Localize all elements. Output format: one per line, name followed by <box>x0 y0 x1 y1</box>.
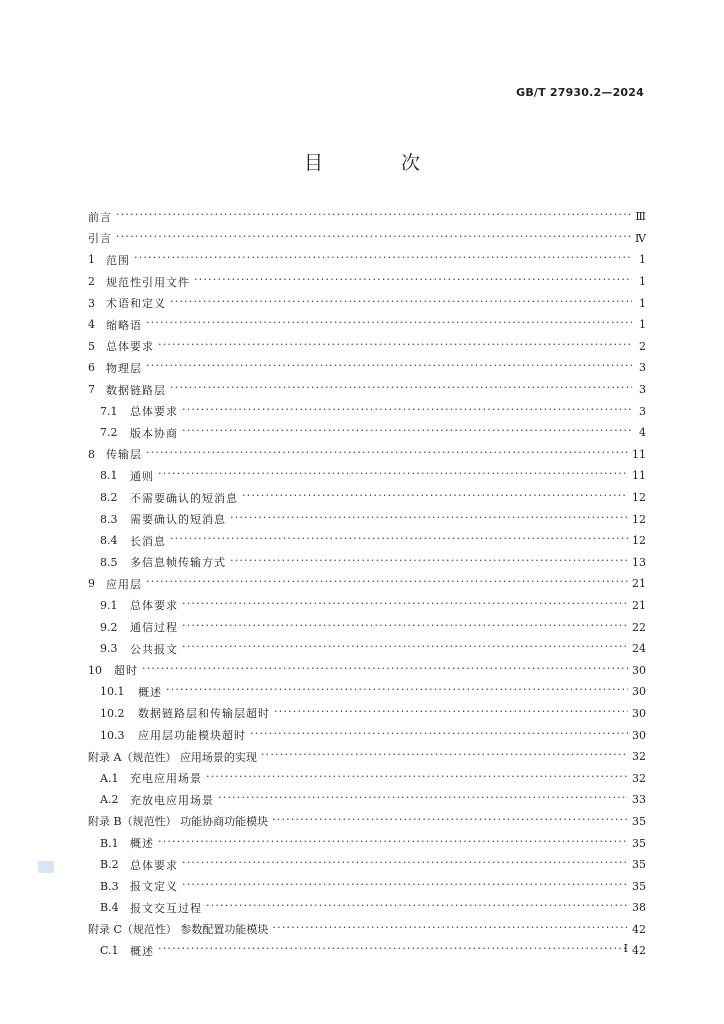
toc-entry[interactable] <box>88 422 646 444</box>
toc-title: 目 次 <box>303 152 457 174</box>
toc-entry-label: 总体要求 <box>130 599 178 613</box>
toc-entry-page: 32 <box>632 771 646 785</box>
toc-entry-page: 3 <box>639 383 646 397</box>
toc-entry-page: 21 <box>632 577 646 591</box>
toc-entry[interactable] <box>88 508 646 530</box>
toc-entry-number: 10 <box>88 663 102 677</box>
toc-entry-number: 4 <box>88 318 95 332</box>
page-number: I <box>623 942 628 955</box>
toc-entry-label: 物理层 <box>106 361 142 375</box>
toc-entry-label: 数据链路层 <box>106 383 166 397</box>
toc-entry[interactable] <box>88 681 646 703</box>
toc-entry-number: 10.3 <box>100 728 125 742</box>
toc-entry[interactable] <box>88 487 646 509</box>
toc-entry-page: 1 <box>639 253 646 267</box>
toc-entry-page: 30 <box>632 685 646 699</box>
toc-entry[interactable] <box>88 530 646 552</box>
toc-entry-label: 通则 <box>130 469 154 483</box>
toc-leader-dots <box>182 600 628 611</box>
toc-entry-number: 9 <box>88 577 95 591</box>
toc-entry[interactable] <box>88 746 646 768</box>
toc-entry-label: 公共报文 <box>130 642 178 656</box>
toc-entry-page: 1 <box>639 318 646 332</box>
toc-leader-dots <box>182 406 632 417</box>
toc-entry-page: 24 <box>632 642 646 656</box>
toc-entry-page: 21 <box>632 598 646 612</box>
toc-entry-label: 引言 <box>88 232 112 246</box>
toc-entry-page: 12 <box>632 491 646 505</box>
toc-entry-number: 8.5 <box>100 555 118 569</box>
toc-entry-page: 13 <box>632 555 646 569</box>
toc-entry-label: 范围 <box>106 253 130 267</box>
toc-leader-dots <box>170 298 632 309</box>
toc-entry-label: 需要确认的短消息 <box>130 513 226 527</box>
toc-entry-number: 9.1 <box>100 598 118 612</box>
toc-entry-page: 42 <box>632 922 646 936</box>
toc-entry-page: 1 <box>639 275 646 289</box>
toc-entry-number: 2 <box>88 275 95 289</box>
toc-entry-label: 总体要求 <box>130 858 178 872</box>
toc-entry-label: 数据链路层和传输层超时 <box>138 707 270 721</box>
toc-entry[interactable] <box>88 875 646 897</box>
toc-entry-number: 8.2 <box>100 491 118 505</box>
toc-entry-page: 38 <box>632 901 646 915</box>
toc-entry[interactable] <box>88 703 646 725</box>
toc-leader-dots <box>230 514 628 525</box>
toc-leader-dots <box>166 686 628 697</box>
toc-entry-page: 30 <box>632 706 646 720</box>
toc-leader-dots <box>242 492 628 503</box>
toc-entry-page: 32 <box>632 750 646 764</box>
toc-entry-label: 通信过程 <box>130 621 178 635</box>
toc-entry-label: 总体要求 <box>130 405 178 419</box>
toc-entry[interactable] <box>88 228 646 250</box>
toc-entry-label: 附录 B（规范性） 功能协商功能模块 <box>88 815 269 829</box>
toc-leader-dots <box>170 384 632 395</box>
toc-entry-page: 22 <box>632 620 646 634</box>
toc-entry[interactable] <box>88 206 646 228</box>
toc-leader-dots <box>206 902 628 913</box>
toc-entry[interactable] <box>88 616 646 638</box>
toc-entry-page: 11 <box>632 447 646 461</box>
toc-leader-dots <box>146 449 628 460</box>
toc-entry-label: 报文交互过程 <box>130 901 202 915</box>
toc-entry-number: 9.3 <box>100 642 118 656</box>
toc-entry-number: A.1 <box>100 771 119 785</box>
toc-entry[interactable] <box>88 314 646 336</box>
toc-entry-number: 8.3 <box>100 512 118 526</box>
toc-entry-label: 报文定义 <box>130 880 178 894</box>
toc-entry-page: Ⅳ <box>635 231 646 245</box>
toc-entry[interactable] <box>88 271 646 293</box>
toc-entry-page: 12 <box>632 534 646 548</box>
toc-entry-number: B.1 <box>100 836 119 850</box>
toc-entry-number: C.1 <box>100 944 119 958</box>
toc-entry-label: 缩略语 <box>106 318 142 332</box>
toc-entry-label: 概述 <box>130 944 154 958</box>
toc-entry[interactable] <box>88 465 646 487</box>
toc-entry-number: 8.1 <box>100 469 118 483</box>
toc-entry-page: 35 <box>632 814 646 828</box>
toc-entry-label: 长消息 <box>130 534 166 548</box>
toc-entry-page: 35 <box>632 879 646 893</box>
toc-entry-page: 30 <box>632 663 646 677</box>
toc-leader-dots <box>158 470 628 481</box>
toc-leader-dots <box>146 319 632 330</box>
toc-entry[interactable] <box>88 444 646 466</box>
toc-entry-page: Ⅲ <box>635 210 646 224</box>
toc-entry-label: 应用层 <box>106 577 142 591</box>
toc-entry-number: 7.2 <box>100 426 118 440</box>
toc-entry-number: 8.4 <box>100 534 118 548</box>
toc-entry[interactable] <box>88 552 646 574</box>
toc-entry[interactable] <box>88 919 646 941</box>
toc-leader-dots <box>182 859 628 870</box>
toc-entry-label: 概述 <box>130 837 154 851</box>
toc-leader-dots <box>146 362 632 373</box>
toc-leader-dots <box>194 276 632 287</box>
toc-entry-page: 3 <box>639 361 646 375</box>
toc-entry-label: 概述 <box>138 685 162 699</box>
toc-entry-label: 前言 <box>88 210 112 224</box>
table-of-contents <box>88 206 646 962</box>
toc-entry[interactable] <box>88 400 646 422</box>
toc-entry-number: 10.1 <box>100 685 125 699</box>
watermark-stamp <box>38 861 54 873</box>
toc-entry-number: 6 <box>88 361 95 375</box>
toc-entry-page: 12 <box>632 512 646 526</box>
toc-entry[interactable] <box>88 767 646 789</box>
toc-entry-label: 超时 <box>114 664 138 678</box>
toc-entry-number: B.3 <box>100 879 119 893</box>
toc-leader-dots <box>274 708 628 719</box>
toc-leader-dots <box>182 427 632 438</box>
toc-entry-page: 3 <box>639 404 646 418</box>
toc-entry-page: 33 <box>632 793 646 807</box>
toc-entry-label: 不需要确认的短消息 <box>130 491 238 505</box>
toc-entry-number: 10.2 <box>100 706 125 720</box>
toc-entry-label: 充放电应用场景 <box>130 793 214 807</box>
toc-entry[interactable] <box>88 292 646 314</box>
toc-entry-page: 2 <box>639 339 646 353</box>
toc-entry-label: 应用层功能模块超时 <box>138 729 246 743</box>
toc-entry-number: B.2 <box>100 858 119 872</box>
toc-entry[interactable] <box>88 336 646 358</box>
toc-entry[interactable] <box>88 789 646 811</box>
toc-entry[interactable] <box>88 595 646 617</box>
toc-entry-page: 42 <box>632 944 646 958</box>
toc-entry-label: 附录 A（规范性） 应用场景的实现 <box>88 750 257 764</box>
toc-entry-number: 7.1 <box>100 404 118 418</box>
toc-leader-dots <box>146 578 628 589</box>
toc-leader-dots <box>261 751 628 762</box>
toc-leader-dots <box>182 622 628 633</box>
toc-leader-dots <box>158 945 628 956</box>
toc-leader-dots <box>116 211 631 222</box>
toc-entry-page: 4 <box>639 426 646 440</box>
toc-leader-dots <box>134 254 632 265</box>
toc-entry[interactable] <box>88 811 646 833</box>
toc-leader-dots <box>182 643 628 654</box>
toc-entry-label: 规范性引用文件 <box>106 275 190 289</box>
toc-leader-dots <box>218 794 628 805</box>
toc-leader-dots <box>170 535 628 546</box>
toc-entry-number: 5 <box>88 339 95 353</box>
toc-entry-label: 术语和定义 <box>106 297 166 311</box>
toc-leader-dots <box>272 924 628 935</box>
toc-entry-label: 总体要求 <box>106 340 154 354</box>
toc-leader-dots <box>230 557 628 568</box>
toc-entry[interactable] <box>88 659 646 681</box>
toc-entry-number: 7 <box>88 383 95 397</box>
toc-entry-number: 1 <box>88 253 95 267</box>
toc-entry[interactable] <box>88 249 646 271</box>
toc-entry-label: 多信息帧传输方式 <box>130 556 226 570</box>
toc-leader-dots <box>206 773 628 784</box>
toc-entry[interactable] <box>88 724 646 746</box>
toc-leader-dots <box>142 665 628 676</box>
toc-entry-page: 35 <box>632 836 646 850</box>
standard-number: GB/T 27930.2—2024 <box>516 86 644 99</box>
toc-entry-page: 1 <box>639 296 646 310</box>
toc-entry-label: 传输层 <box>106 448 142 462</box>
toc-leader-dots <box>116 233 631 244</box>
toc-entry-label: 附录 C（规范性） 参数配置功能模块 <box>88 923 269 937</box>
toc-entry-number: 8 <box>88 447 95 461</box>
toc-entry-page: 35 <box>632 858 646 872</box>
toc-entry-page: 11 <box>632 469 646 483</box>
toc-leader-dots <box>182 881 628 892</box>
toc-entry-page: 30 <box>632 728 646 742</box>
toc-entry-number: 3 <box>88 296 95 310</box>
toc-leader-dots <box>250 730 628 741</box>
toc-leader-dots <box>158 341 632 352</box>
toc-leader-dots <box>272 816 628 827</box>
toc-entry-number: B.4 <box>100 901 119 915</box>
toc-entry[interactable] <box>88 832 646 854</box>
toc-entry-number: A.2 <box>100 793 119 807</box>
toc-entry[interactable] <box>88 854 646 876</box>
toc-entry-label: 版本协商 <box>130 426 178 440</box>
toc-entry-label: 充电应用场景 <box>130 772 202 786</box>
toc-leader-dots <box>158 838 628 849</box>
toc-entry[interactable] <box>88 897 646 919</box>
toc-entry[interactable] <box>88 940 646 962</box>
toc-entry[interactable] <box>88 379 646 401</box>
toc-entry[interactable] <box>88 638 646 660</box>
toc-entry[interactable] <box>88 573 646 595</box>
toc-entry-number: 9.2 <box>100 620 118 634</box>
toc-entry[interactable] <box>88 357 646 379</box>
